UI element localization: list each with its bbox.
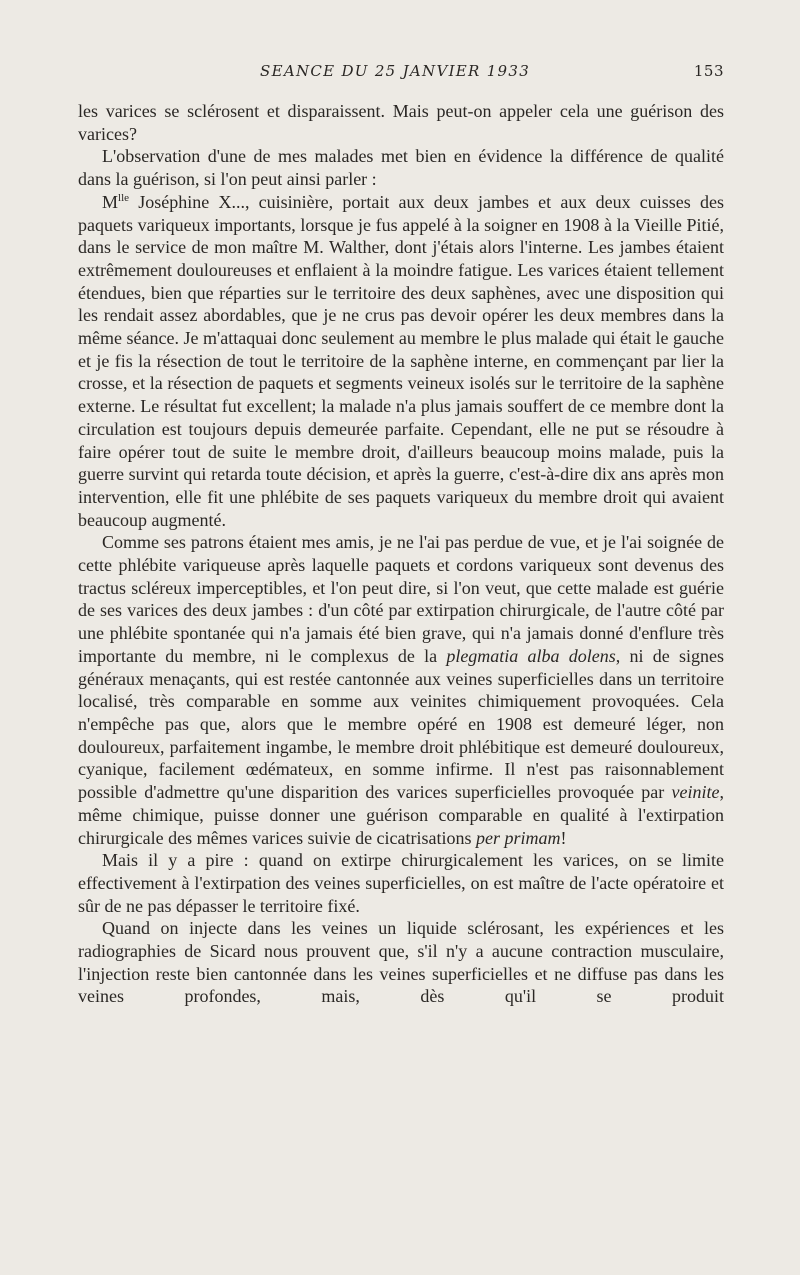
paragraph-text: Mais il y a pire : quand on extirpe chirurgicalement les varices, on se limite effectivement à l'extirpation des veines superficielles, on est maître de l'acte opératoire et sûr de ne pas dépasser le territoire fixé. bbox=[78, 850, 724, 916]
paragraph-continues bbox=[78, 917, 724, 1008]
body-text bbox=[78, 100, 724, 1008]
paragraph-text: , même chimique, puisse donner une guérison comparable en qualité à l'extirpation chirurgicale des mêmes varices suivie de cicatrisations bbox=[78, 782, 724, 848]
italic-term: plegmatia alba dolens bbox=[446, 645, 616, 666]
italic-term: veinite bbox=[671, 782, 720, 803]
paragraph-text: ! bbox=[560, 827, 567, 848]
header-title: SEANCE DU 25 JANVIER 1933 bbox=[260, 62, 531, 80]
paragraph bbox=[78, 145, 724, 190]
paragraph-text: Comme ses patrons étaient mes amis, je ne l'ai pas perdue de vue, et je l'ai soignée de cette phlébite variqueuse après laquelle paquets et cordons variqueux sont devenus des tractus scléreux imperceptibles, et l'on peut dire, si l'on veut, que cette malade est guérie de ses varices des deux jambes : d'un côté par extirpation chirurgicale, de l'autre côté par une phlébite spontanée qui n'a jamais été bien grave, qui n'a jamais donné d'enflure très importante du membre, ni le complexus de la bbox=[78, 532, 724, 666]
paragraph-text: les varices se sclérosent et disparaissent. Mais peut-on appeler cela une guérison des varices? bbox=[78, 101, 724, 144]
page-number: 153 bbox=[693, 62, 724, 80]
paragraph-text: Quand on injecte dans les veines un liquide sclérosant, les expériences et les radiographies de Sicard nous prouvent que, s'il n'y a aucune contraction musculaire, l'injection reste bien cantonnée dans les veines superficielles et ne diffuse pas dans les veines profondes, mais, dès qu'il se produit bbox=[78, 918, 724, 1007]
italic-term: per primam bbox=[476, 827, 561, 848]
paragraph-text: , ni de signes généraux menaçants, qui est restée cantonnée aux veines superficielles dans un territoire localisé, très comparable en somme aux veinites chimiquement provoquées. Cela n'empêche pas que, alors que le membre opéré en 1908 est demeuré léger, non douloureux, parfaitement ingambe, le membre droit phlébitique est demeuré douloureux, cyanique, facilement œdémateux, en somme infirme. Il n'est pas raisonnablement possible d'admettre qu'une disparition des varices superficielles provoquée par bbox=[78, 645, 724, 803]
paragraph-continued bbox=[78, 100, 724, 145]
paragraph bbox=[78, 849, 724, 917]
paragraph bbox=[78, 531, 724, 849]
running-header bbox=[78, 62, 724, 86]
honorific: M bbox=[102, 191, 119, 212]
honorific-superscript: lle bbox=[118, 191, 130, 204]
case-paragraph bbox=[78, 191, 724, 532]
paragraph-text: Joséphine X..., cuisinière, portait aux deux jambes et aux deux cuisses des paquets variqueux importants, lorsque je fus appelé à la soigner en 1908 à la Vieille Pitié, dans le service de mon maître M. Walther, dont j'étais alors l'interne. Les jambes étaient extrêmement douloureuses et enflaient à la moindre fatigue. Les varices étaient tellement étendues, bien que réparties sur le territoire des deux saphènes, avec une disposition qui les rendait assez abordables, que je ne crus pas devoir opérer les deux membres dans la même séance. Je m'attaquai donc seulement au membre le plus malade qui était le gauche et je fis la résection de tout le territoire de la saphène interne, en commençant par lier la crosse, et la résection de paquets et segments veineux isolés sur le territoire de la saphène externe. Le résultat fut excellent; la malade n'a plus jamais souffert de ce membre dont la circulation est toujours depuis demeurée parfaite. Cependant, elle ne put se résoudre à faire opérer tout de suite le membre droit, d'ailleurs beaucoup moins malade, puis la guerre survint qui retarda toute décision, et après la guerre, c'est-à-dire dix ans après mon intervention, elle fit une phlébite de ses paquets variqueux du membre droit qui avaient beaucoup augmenté. bbox=[78, 191, 724, 530]
paragraph-text: L'observation d'une de mes malades met bien en évidence la différence de qualité dans la guérison, si l'on peut ainsi parler : bbox=[78, 146, 724, 190]
